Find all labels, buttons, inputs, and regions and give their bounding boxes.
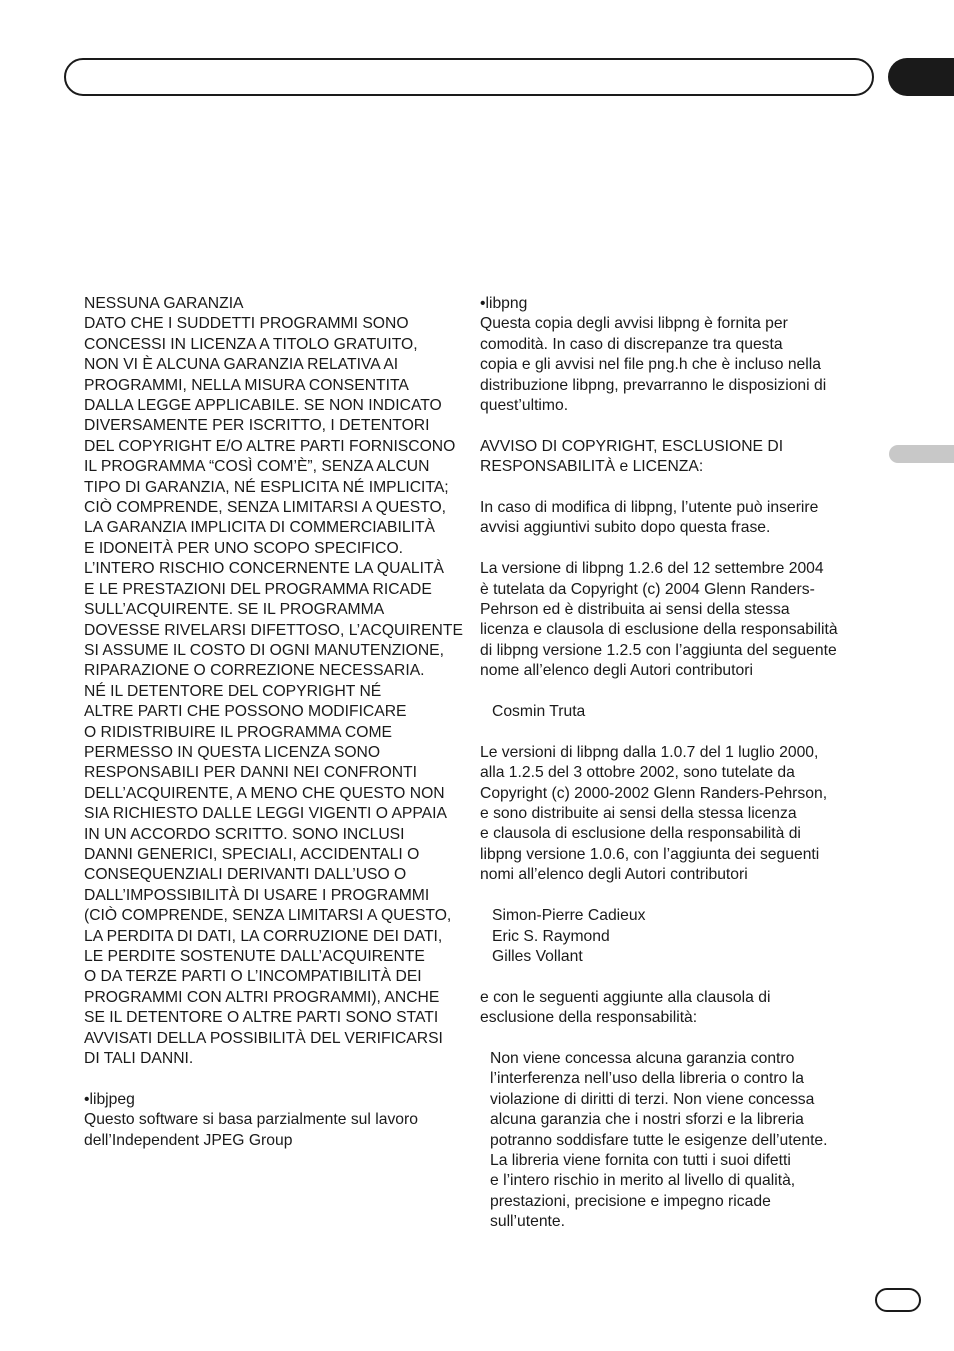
page-number-badge	[875, 1288, 921, 1312]
warranty-line: O RIDISTRIBUIRE IL PROGRAMMA COME	[84, 723, 392, 741]
versions-107-line: alla 1.2.5 del 3 ottobre 2002, sono tutelate da	[480, 764, 795, 782]
warranty-line: TIPO DI GARANZIA, NÉ ESPLICITA NÉ IMPLICITA;	[84, 478, 449, 496]
warranty-line: E LE PRESTAZIONI DEL PROGRAMMA RICADE	[84, 580, 432, 598]
warranty-line: SI ASSUME IL COSTO DI OGNI MANUTENZIONE,	[84, 641, 444, 659]
warranty-line: LA PERDITA DI DATI, LA CORRUZIONE DEI DATI,	[84, 927, 443, 945]
libpng-intro-line: distribuzione libpng, prevarranno le disposizioni di	[480, 376, 827, 394]
libpng-intro-line: copia e gli avvisi nel file png.h che è incluso nella	[480, 356, 821, 374]
warranty-line: CONSEQUENZIALI DERIVANTI DALL’USO O	[84, 866, 407, 884]
warranty-line: LA GARANZIA IMPLICITA DI COMMERCIABILITÀ	[84, 519, 436, 537]
additions-paragraph	[480, 988, 865, 1029]
versions-107-line: libpng versione 1.0.6, con l’aggiunta dei seguenti	[480, 845, 820, 863]
warranty-line: SULL’ACQUIRENTE. SE IL PROGRAMMA	[84, 601, 385, 619]
warranty-line: O DA TERZE PARTI O L’INCOMPATIBILITÀ DEI	[84, 968, 422, 986]
libpng-intro-line: Questa copia degli avvisi libpng è fornita per	[480, 315, 788, 333]
libpng-section	[480, 294, 865, 416]
warranty-line: DEL COPYRIGHT E/O ALTRE PARTI FORNISCONO	[84, 437, 456, 455]
libjpeg-section	[84, 1090, 469, 1151]
warranty-line: LE PERDITE SOSTENUTE DALL’ACQUIRENTE	[84, 948, 425, 965]
left-column	[84, 294, 469, 1151]
disclaimer-line: La libreria viene fornita con tutti i suoi difetti	[490, 1151, 791, 1169]
warranty-line: DOVESSE RIVELARSI DIFETTOSO, L’ACQUIRENTE	[84, 621, 463, 639]
warranty-line: IN UN ACCORDO SCRITTO. SONO INCLUSI	[84, 825, 405, 843]
warranty-heading: NESSUNA GARANZIA	[84, 295, 244, 312]
right-column	[480, 294, 865, 1233]
contributor-name: Eric S. Raymond	[492, 927, 610, 945]
header-section-tab	[888, 58, 954, 96]
disclaimer-line: alcuna garanzia che i nostri sforzi e la libreria	[490, 1111, 804, 1129]
versions-107-line: nomi all’elenco degli Autori contributori	[480, 866, 748, 884]
version-126-line: nome all’elenco degli Autori contributori	[480, 662, 753, 680]
warranty-line: PROGRAMMI CON ALTRI PROGRAMMI), ANCHE	[84, 988, 440, 1006]
versions-107-line: Le versioni di libpng dalla 1.0.7 del 1 luglio 2000,	[480, 743, 819, 761]
version-126-paragraph	[480, 559, 865, 681]
warranty-line: DANNI GENERICI, SPECIALI, ACCIDENTALI O	[84, 845, 420, 863]
warranty-line: DIVERSAMENTE PER ISCRITTO, I DETENTORI	[84, 417, 430, 435]
modify-notice	[480, 498, 865, 539]
libpng-heading: •libpng	[480, 295, 528, 312]
warranty-line: SE IL DETENTORE O ALTRE PARTI SONO STATI	[84, 1009, 439, 1027]
contributor-name: Cosmin Truta	[492, 703, 586, 721]
warranty-line: RIPARAZIONE O CORREZIONE NECESSARIA.	[84, 662, 425, 680]
warranty-line: ALTRE PARTI CHE POSSONO MODIFICARE	[84, 703, 407, 721]
warranty-line: DELL’ACQUIRENTE, A MENO CHE QUESTO NON	[84, 784, 445, 802]
disclaimer-line: violazione di diritti di terzi. Non viene concessa	[490, 1090, 815, 1108]
versions-107-line: e sono distribuite ai sensi della stessa licenza	[480, 805, 797, 823]
additions-line: e con le seguenti aggiunte alla clausola di	[480, 988, 771, 1006]
disclaimer-block	[480, 1049, 865, 1233]
warranty-line: DALL’IMPOSSIBILITÀ DI USARE I PROGRAMMI	[84, 886, 430, 904]
copyright-heading-line: RESPONSABILITÀ e LICENZA:	[480, 458, 704, 476]
warranty-line: PROGRAMMI, NELLA MISURA CONSENTITA	[84, 376, 409, 394]
libjpeg-heading: •libjpeg	[84, 1090, 135, 1108]
warranty-line: RESPONSABILI PER DANNI NEI CONFRONTI	[84, 764, 417, 782]
version-126-line: licenza e clausola di esclusione della responsabilità	[480, 621, 838, 639]
contributors-list	[480, 906, 865, 967]
additions-line: esclusione della responsabilità:	[480, 1009, 698, 1027]
modify-line: In caso di modifica di libpng, l’utente può inserire	[480, 499, 819, 517]
libpng-intro-line: quest’ultimo.	[480, 397, 569, 415]
libpng-intro-line: comodità. In caso di discrepanze tra questa	[480, 335, 783, 353]
warranty-line: L’INTERO RISCHIO CONCERNENTE LA QUALITÀ	[84, 560, 445, 578]
warranty-line: SIA RICHIESTO DALLE LEGGI VIGENTI O APPAIA	[84, 805, 447, 823]
warranty-line: IL PROGRAMMA “COSÌ COM’È”, SENZA ALCUN	[84, 458, 430, 476]
disclaimer-line: potranno soddisfare tutte le esigenze dell’utente.	[490, 1131, 828, 1149]
copyright-heading-line: AVVISO DI COPYRIGHT, ESCLUSIONE DI	[480, 437, 784, 455]
contributor-name: Simon-Pierre Cadieux	[492, 907, 646, 925]
warranty-line: NÉ IL DETENTORE DEL COPYRIGHT NÉ	[84, 682, 382, 700]
version-126-line: di libpng versione 1.2.5 con l’aggiunta del seguente	[480, 641, 837, 659]
warranty-line: NON VI È ALCUNA GARANZIA RELATIVA AI	[84, 356, 399, 374]
warranty-line: AVVISATI DELLA POSSIBILITÀ DEL VERIFICARSI	[84, 1029, 443, 1047]
warranty-line: PERMESSO IN QUESTA LICENZA SONO	[84, 743, 381, 761]
side-section-tab	[889, 445, 954, 463]
disclaimer-line: Non viene concessa alcuna garanzia contro	[490, 1049, 795, 1067]
disclaimer-line: prestazioni, precisione e impegno ricade	[490, 1192, 771, 1210]
versions-107-line: Copyright (c) 2000-2002 Glenn Randers-Pehrson,	[480, 784, 828, 802]
warranty-line: DI TALI DANNI.	[84, 1050, 194, 1068]
libjpeg-line: dell’Independent JPEG Group	[84, 1131, 293, 1149]
warranty-line: DATO CHE I SUDDETTI PROGRAMMI SONO	[84, 315, 409, 333]
modify-line: avvisi aggiuntivi subito dopo questa frase.	[480, 519, 771, 537]
warranty-line: E IDONEITÀ PER UNO SCOPO SPECIFICO.	[84, 539, 404, 557]
contributor-name: Gilles Vollant	[492, 947, 583, 965]
version-126-line: Pehrson ed è distribuita ai sensi della stessa	[480, 601, 790, 619]
version-126-line: è tutelata da Copyright (c) 2004 Glenn Randers-	[480, 580, 815, 598]
warranty-line: CONCESSI IN LICENZA A TITOLO GRATUITO,	[84, 335, 418, 353]
warranty-line: (CIÒ COMPRENDE, SENZA LIMITARSI A QUESTO,	[84, 907, 452, 925]
copyright-heading	[480, 437, 865, 478]
libjpeg-line: Questo software si basa parzialmente sul lavoro	[84, 1111, 418, 1129]
warranty-line: DALLA LEGGE APPLICABILE. SE NON INDICATO	[84, 397, 442, 415]
warranty-section	[84, 294, 469, 1069]
disclaimer-line: sull’utente.	[490, 1213, 565, 1231]
versions-107-line: e clausola di esclusione della responsabilità di	[480, 825, 801, 843]
versions-107-paragraph	[480, 743, 865, 886]
version-126-line: La versione di libpng 1.2.6 del 12 settembre 2004	[480, 560, 824, 578]
warranty-line: CIÒ COMPRENDE, SENZA LIMITARSI A QUESTO,	[84, 499, 447, 517]
header-bar	[64, 58, 874, 96]
disclaimer-line: l’interferenza nell’uso della libreria o contro la	[490, 1070, 804, 1088]
disclaimer-line: e l’intero rischio in merito al livello di qualità,	[490, 1172, 796, 1190]
